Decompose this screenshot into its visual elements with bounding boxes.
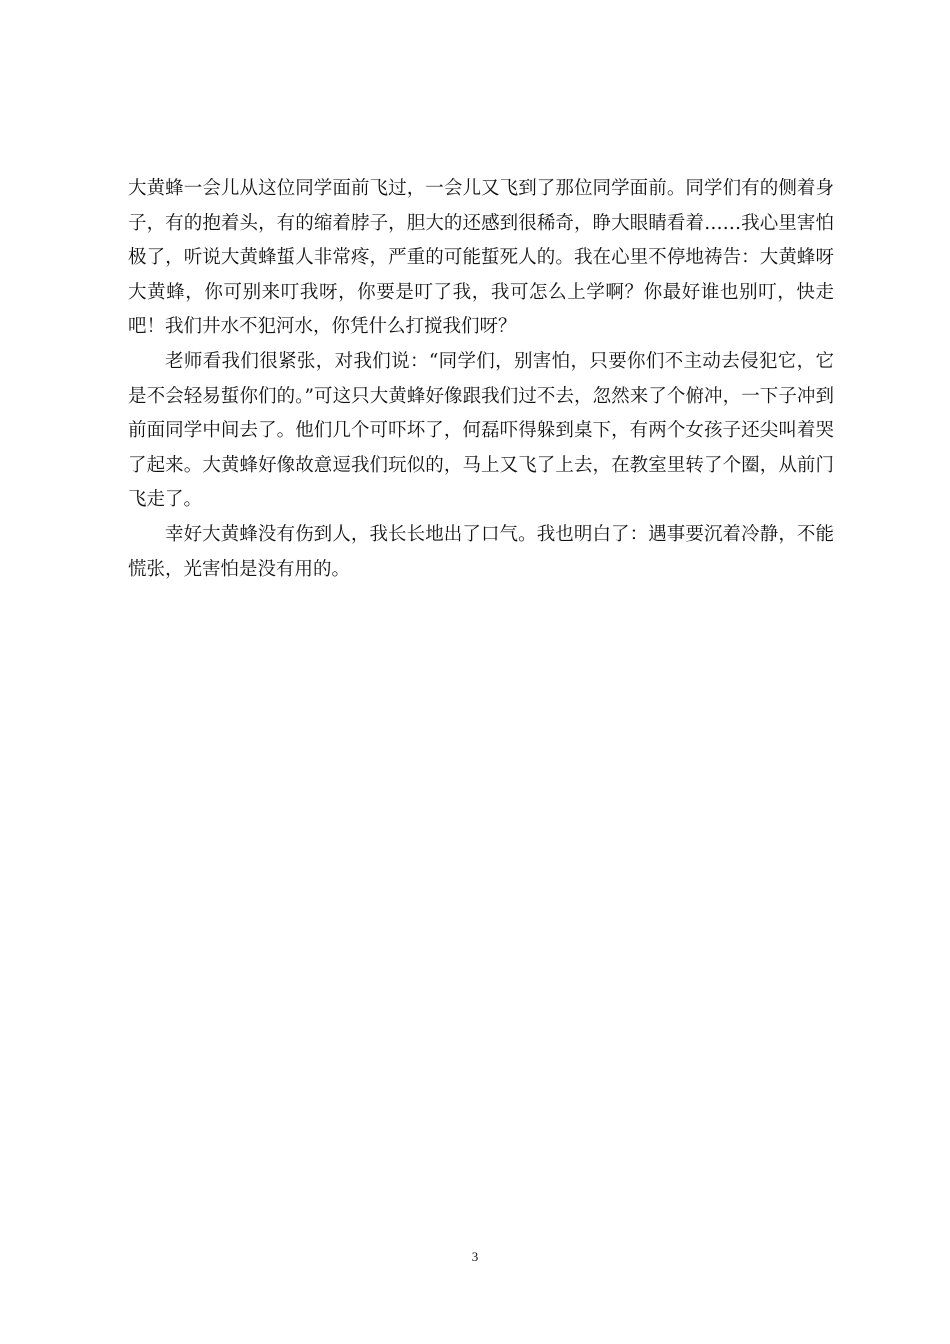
document-body bbox=[128, 172, 834, 587]
page-number: 3 bbox=[471, 1249, 479, 1264]
paragraph-1: 大黄蜂一会儿从这位同学面前飞过，一会儿又飞到了那位同学面前。同学们有的侧着身子，有的抱着头，有的缩着脖子，胆大的还感到很稀奇，睁大眼睛看着……我心里害怕极了，听说大黄蜂蜇人非常疼，严重的可能蜇死人的。我在心里不停地祷告：大黄蜂呀大黄蜂，你可别来叮我呀，你要是叮了我，我可怎么上学啊？你最好谁也别叮，快走吧！我们井水不犯河水，你凭什么打搅我们呀？ bbox=[128, 178, 834, 338]
paragraph-2: 老师看我们很紧张，对我们说：“同学们，别害怕，只要你们不主动去侵犯它，它是不会轻易蜇你们的。”可这只大黄蜂好像跟我们过不去，忽然来了个俯冲，一下子冲到前面同学中间去了。他们几个可吓坏了，何磊吓得躲到桌下，有两个女孩子还尖叫着哭了起来。大黄蜂好像故意逗我们玩似的，马上又飞了上去，在教室里转了个圈，从前门飞走了。 bbox=[128, 350, 834, 511]
paragraph-3: 幸好大黄蜂没有伤到人，我长长地出了口气。我也明白了：遇事要沉着冷静，不能慌张，光害怕是没有用的。 bbox=[128, 523, 834, 580]
